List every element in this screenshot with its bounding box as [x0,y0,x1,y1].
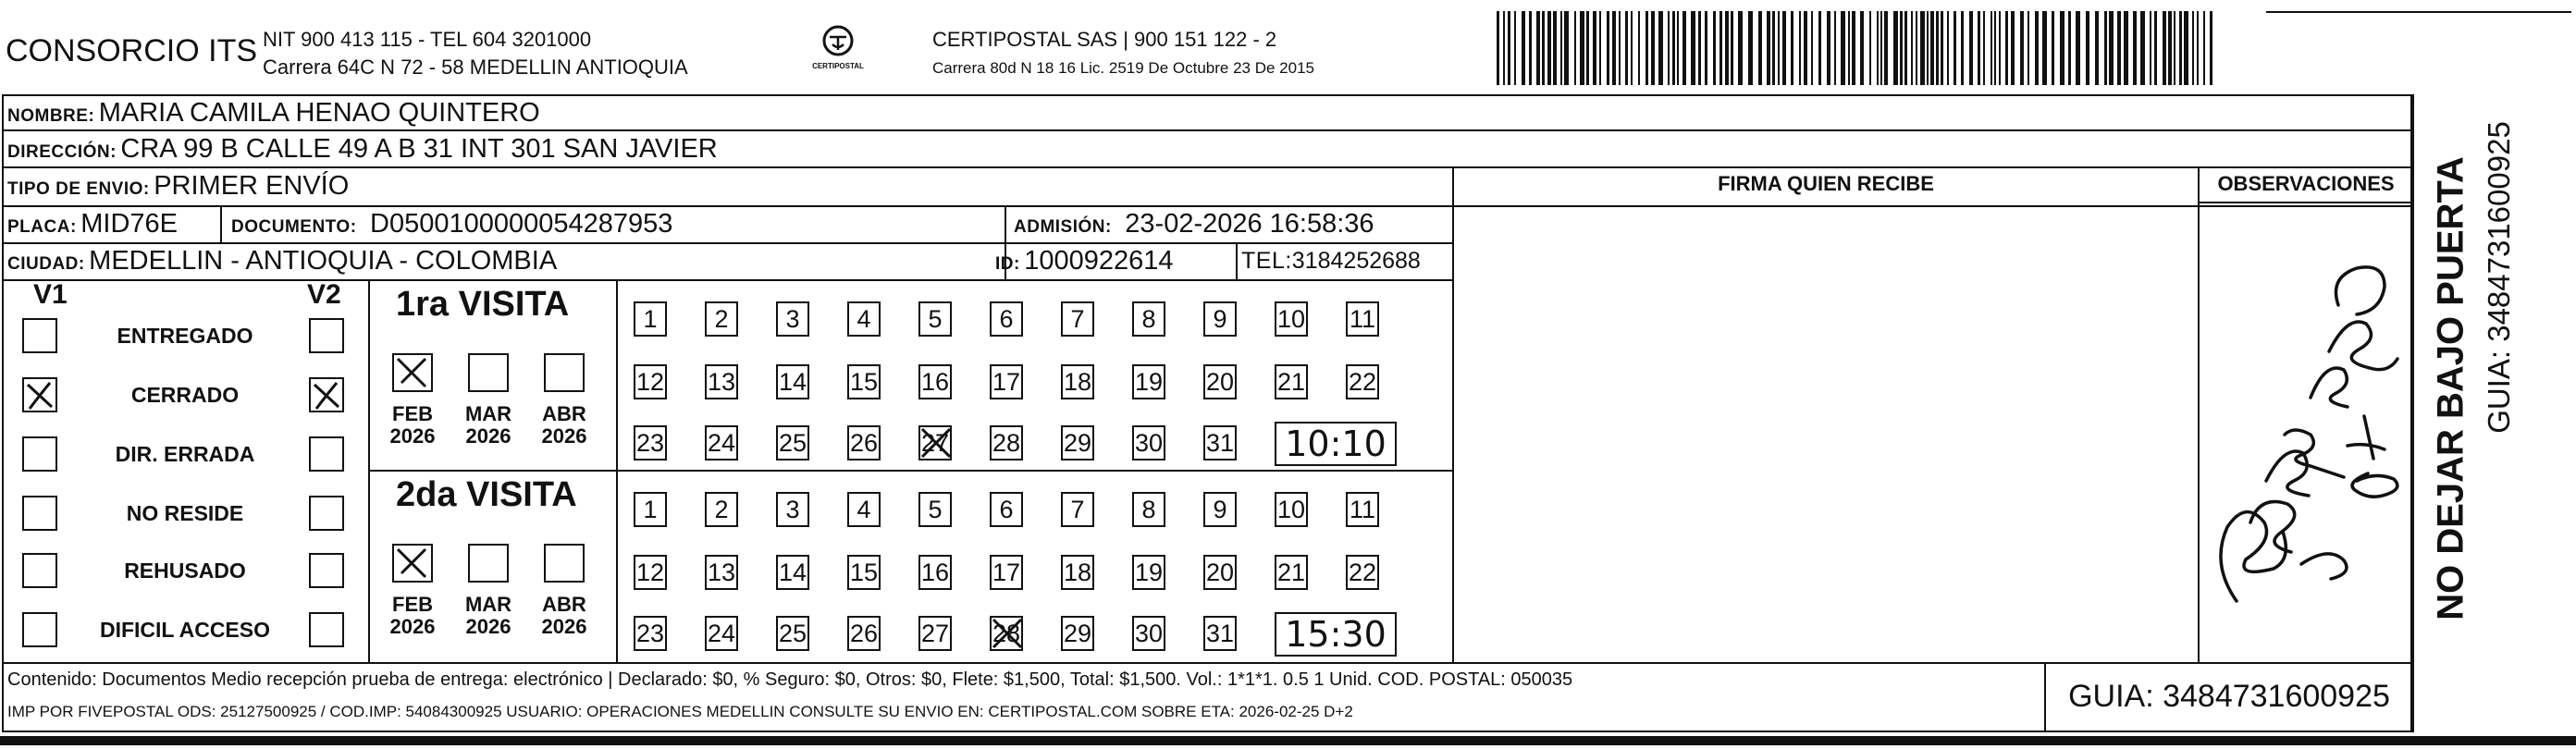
day-box[interactable] [918,492,952,527]
nit-line: NIT 900 413 115 - TEL 604 3201000 [263,28,592,51]
day-box[interactable] [1275,492,1308,527]
day-number: 21 [1276,558,1306,586]
month-checkbox[interactable] [392,353,433,392]
day-box[interactable] [1061,492,1094,527]
day-number: 11 [1349,495,1376,523]
day-number: 30 [1134,428,1164,457]
day-number: 3 [785,304,800,333]
bottom-bar [0,736,2576,745]
day-box[interactable] [634,301,667,337]
day-number: 24 [707,428,736,457]
day-number: 1 [643,304,658,333]
day-number: 8 [1141,304,1156,333]
logo-text: CERTIPOSTAL [812,62,864,70]
day-box[interactable] [705,301,738,337]
day-number: 14 [778,558,807,586]
no-dejar-warning: NO DEJAR BAJO PUERTA [2430,156,2471,620]
day-number: 4 [857,495,871,523]
day-number: 27 [920,428,950,457]
day-box[interactable] [1203,425,1237,460]
day-box[interactable] [1061,555,1094,590]
visit-time: 15:30 [1275,612,1397,657]
month-name: FEB [392,402,433,425]
documento-value: D0500100000054287953 [370,209,673,239]
status-label: ENTREGADO [117,324,253,348]
month-year: 2026 [389,424,436,448]
day-box[interactable] [1275,555,1308,590]
ciudad-label: CIUDAD: [7,254,85,274]
v2-checkbox[interactable] [309,553,344,588]
tel-label: TEL: [1241,248,1292,274]
day-number: 18 [1063,367,1092,396]
day-box[interactable] [990,492,1023,527]
v1-checkbox[interactable] [22,318,57,353]
status-label: CERRADO [130,383,240,407]
direccion-value: CRA 99 B CALLE 49 A B 31 INT 301 SAN JAVIER [120,134,718,164]
day-number: 14 [778,367,807,396]
day-box[interactable] [918,555,952,590]
address-line: Carrera 64C N 72 - 58 MEDELLIN ANTIOQUIA [263,55,688,79]
month-checkbox[interactable] [468,353,509,392]
day-number: 29 [1063,619,1092,647]
day-box[interactable] [776,492,809,527]
day-box[interactable] [847,364,881,399]
day-box[interactable] [634,555,667,590]
day-number: 1 [643,495,658,523]
month-label [536,594,592,638]
day-box[interactable] [1203,616,1237,651]
day-box[interactable] [1346,301,1379,337]
month-checkbox[interactable] [392,544,433,583]
day-box[interactable] [1132,555,1165,590]
tipo-value: PRIMER ENVÍO [154,171,350,201]
side-guia: GUIA: 3484731600925 [2482,121,2516,434]
handwritten-signature [2200,203,2410,660]
v1-checkbox[interactable] [22,377,57,412]
day-number: 6 [999,495,1014,523]
status-label: DIR. ERRADA [115,442,255,466]
day-number: 18 [1063,558,1092,586]
month-name: ABR [542,402,586,425]
day-box[interactable] [847,425,881,460]
visit-title: 2da VISITA [396,475,577,514]
day-box[interactable] [990,425,1023,460]
day-box[interactable] [1132,364,1165,399]
barcode [1497,11,2224,91]
tel-row [1241,248,1421,275]
day-number: 29 [1063,428,1092,457]
day-box[interactable] [776,364,809,399]
day-box[interactable] [1061,364,1094,399]
day-box[interactable] [634,616,667,651]
day-number: 23 [635,619,665,647]
visit-time: 10:10 [1275,422,1397,466]
status-label: NO RESIDE [126,501,244,525]
day-number: 20 [1205,558,1235,586]
day-box[interactable] [1346,364,1379,399]
firma-header: FIRMA QUIEN RECIBE [1718,172,1934,195]
day-number: 31 [1205,619,1235,647]
day-number: 10 [1276,304,1306,333]
day-box[interactable] [990,555,1023,590]
day-box[interactable] [1061,301,1094,337]
visit-title: 1ra VISITA [396,285,570,324]
id-label: ID: [995,254,1020,274]
status-label: REHUSADO [124,559,246,583]
month-year: 2026 [389,615,436,638]
documento-row [231,209,672,239]
day-number: 28 [992,619,1021,647]
day-box[interactable] [776,425,809,460]
ciudad-value: MEDELLIN - ANTIOQUIA - COLOMBIA [89,246,558,276]
tipo-label: TIPO DE ENVIO: [7,179,150,199]
month-name: MAR [464,402,512,425]
day-box[interactable] [1061,425,1094,460]
day-box[interactable] [847,492,881,527]
day-number: 20 [1205,367,1235,396]
day-number: 26 [849,619,879,647]
observaciones-header: OBSERVACIONES [2217,172,2395,195]
day-box[interactable] [990,301,1023,337]
day-number: 8 [1141,495,1156,523]
certipostal-logo [810,24,866,80]
month-year: 2026 [541,615,587,638]
day-box[interactable] [1132,492,1165,527]
day-box[interactable] [1203,555,1237,590]
day-number: 13 [707,367,736,396]
day-box[interactable] [1132,616,1165,651]
v2-header: V2 [307,279,341,310]
day-number: 31 [1205,428,1235,457]
day-box[interactable] [918,364,952,399]
day-box[interactable] [1346,555,1379,590]
day-number: 22 [1348,367,1377,396]
footer-imp: IMP POR FIVEPOSTAL ODS: 25127500925 / COD.IMP: 54084300925 USUARIO: OPERACIONES MEDELLIN CONSULTE SU ENVIO EN: CERTIPOSTAL.COM SOBRE ETA: 2026-02-25 D+2 [7,703,1353,720]
v2-checkbox[interactable] [309,612,344,647]
id-value: 1000922614 [1024,246,1174,276]
day-number: 22 [1348,558,1377,586]
day-number: 2 [714,304,729,333]
day-number: 27 [920,619,950,647]
v2-checkbox[interactable] [309,436,344,472]
day-number: 19 [1134,558,1164,586]
day-number: 7 [1070,495,1085,523]
day-number: 4 [857,304,871,333]
day-box[interactable] [1203,301,1237,337]
month-year: 2026 [465,424,512,448]
tel-value: 3184252688 [1291,248,1421,274]
day-number: 30 [1134,619,1164,647]
day-number: 5 [928,495,943,523]
direccion-row [7,134,718,165]
tipo-row [7,171,349,202]
day-number: 13 [707,558,736,586]
day-box[interactable] [1203,364,1237,399]
v2-checkbox[interactable] [309,318,344,353]
nombre-label: NOMBRE: [7,106,95,126]
firma-area [1454,205,2196,662]
month-checkbox[interactable] [544,353,585,392]
day-number: 6 [999,304,1014,333]
day-number: 3 [785,495,800,523]
day-box[interactable] [1275,364,1308,399]
month-checkbox[interactable] [468,544,509,583]
day-number: 5 [928,304,943,333]
v1-checkbox[interactable] [22,436,57,472]
v2-checkbox[interactable] [309,377,344,412]
day-number: 17 [992,558,1021,586]
day-number: 25 [778,619,807,647]
day-number: 26 [849,428,879,457]
documento-label: DOCUMENTO: [231,217,357,237]
status-label: DIFICIL ACCESO [99,618,270,642]
nombre-row [7,98,540,129]
month-label [536,403,592,448]
placa-row [7,209,178,239]
day-number: 12 [635,558,665,586]
carrier-line: CERTIPOSTAL SAS | 900 151 122 - 2 [932,28,1277,51]
nombre-value: MARIA CAMILA HENAO QUINTERO [98,98,540,128]
day-number: 16 [920,367,950,396]
company-name: CONSORCIO ITS [6,33,258,68]
month-year: 2026 [541,424,587,448]
day-box[interactable] [918,616,952,651]
day-number: 21 [1276,367,1306,396]
direccion-label: DIRECCIÓN: [7,142,117,162]
day-number: 19 [1134,367,1164,396]
placa-label: PLACA: [7,217,77,237]
day-box[interactable] [705,555,738,590]
month-label [385,403,440,448]
day-box[interactable] [634,425,667,460]
footer-contenido: Contenido: Documentos Medio recepción prueba de entrega: electrónico | Declarado: $0, % Seguro: $0, Otros: $0, Flete: $1,500, Total: $1,500. Vol.: 1*1*1. 0.5 1 Unid. COD. POSTAL: 050035 [7,669,1573,690]
day-number: 23 [635,428,665,457]
day-box[interactable] [634,364,667,399]
day-box[interactable] [1275,301,1308,337]
month-label [461,594,516,638]
month-name: MAR [464,593,512,616]
day-number: 15 [849,558,879,586]
day-box[interactable] [705,616,738,651]
v1-header: V1 [33,279,68,310]
day-box[interactable] [990,364,1023,399]
day-number: 15 [849,367,879,396]
v1-checkbox[interactable] [22,496,57,531]
day-number: 17 [992,367,1021,396]
day-box[interactable] [705,364,738,399]
day-box[interactable] [918,425,952,460]
day-box[interactable] [990,616,1023,651]
day-box[interactable] [847,616,881,651]
day-number: 9 [1213,304,1227,333]
day-number: 16 [920,558,950,586]
carrier-address: Carrera 80d N 18 16 Lic. 2519 De Octubre 23 De 2015 [932,59,1314,77]
day-number: 11 [1349,304,1376,333]
admision-label: ADMISIÓN: [1014,217,1112,237]
month-name: FEB [392,593,433,616]
day-number: 24 [707,619,736,647]
day-box[interactable] [847,555,881,590]
day-box[interactable] [1132,301,1165,337]
v2-checkbox[interactable] [309,496,344,531]
day-box[interactable] [1203,492,1237,527]
day-box[interactable] [776,301,809,337]
admision-row [1014,209,1374,239]
day-number: 2 [714,495,729,523]
v1-checkbox[interactable] [22,553,57,588]
day-number: 12 [635,367,665,396]
footer-guia: GUIA: 3484731600925 [2068,679,2390,714]
day-box[interactable] [918,301,952,337]
day-number: 7 [1070,304,1085,333]
day-number: 9 [1213,495,1227,523]
placa-value: MID76E [80,209,178,239]
day-box[interactable] [705,425,738,460]
day-box[interactable] [1061,616,1094,651]
day-number: 25 [778,428,807,457]
day-box[interactable] [776,616,809,651]
day-box[interactable] [1346,492,1379,527]
ciudad-row [7,246,557,276]
month-name: ABR [542,593,586,616]
day-box[interactable] [1132,425,1165,460]
certipostal-logo-icon [820,24,857,61]
day-number: 28 [992,428,1021,457]
v1-checkbox[interactable] [22,612,57,647]
day-number: 10 [1276,495,1306,523]
month-year: 2026 [465,615,512,638]
id-row [995,246,1174,276]
month-checkbox[interactable] [544,544,585,583]
admision-value: 23-02-2026 16:58:36 [1125,209,1374,239]
day-box[interactable] [847,301,881,337]
month-label [461,403,516,448]
day-box[interactable] [776,555,809,590]
month-label [385,594,440,638]
day-box[interactable] [634,492,667,527]
day-box[interactable] [705,492,738,527]
